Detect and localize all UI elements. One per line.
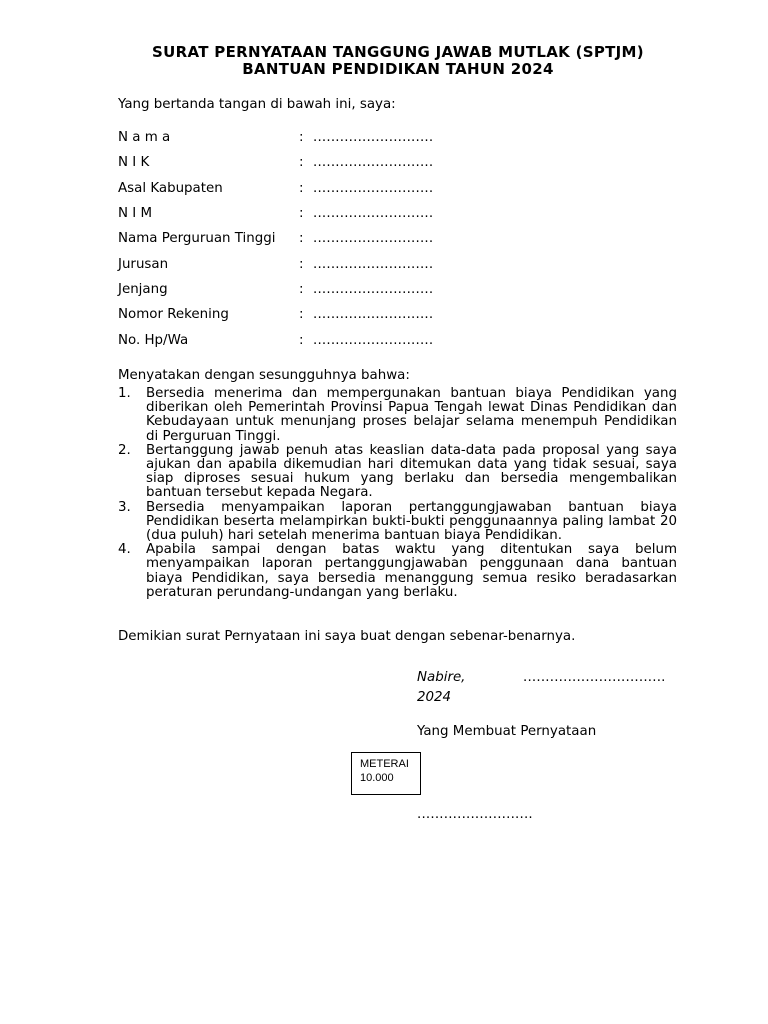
intro-text: Yang bertanda tangan di bawah ini, saya: [118, 97, 396, 112]
field-value-blank: ........................... [313, 307, 434, 322]
field-value-blank: ........................... [313, 257, 434, 272]
field-value-blank: ........................... [313, 231, 434, 246]
field-value-blank: ........................... [313, 155, 434, 170]
field-label: N I M [118, 206, 153, 221]
signature-place: Nabire, [417, 670, 466, 685]
field-label: N a m a [118, 130, 171, 145]
statement-list [118, 387, 677, 600]
statement-text: Bersedia menerima dan mempergunakan bantuan biaya Pendidikan yang diberikan oleh Pemerintah Provinsi Papua Tengah lewat Dinas Pendidikan dan Kebudayaan untuk menunjang proses belajar selama menempuh Pendidikan di Perguruan Tinggi. [146, 386, 677, 444]
field-colon: : [299, 282, 304, 297]
statement-item [118, 543, 677, 600]
meterai-value: 10.000 [360, 772, 394, 784]
signature-name-blank: .......................... [417, 807, 533, 822]
field-value-blank: ........................... [313, 130, 434, 145]
signature-date-blank: ................................ [523, 670, 666, 685]
statement-number: 1. [118, 386, 131, 401]
signature-maker-label: Yang Membuat Pernyataan [417, 724, 597, 739]
field-label: Nomor Rekening [118, 307, 229, 322]
field-label: Asal Kabupaten [118, 181, 223, 196]
field-value-blank: ........................... [313, 282, 434, 297]
statement-item [118, 387, 677, 444]
field-label: Nama Perguruan Tinggi [118, 231, 276, 246]
meterai-label: METERAI [360, 758, 409, 770]
statement-text: Apabila sampai dengan batas waktu yang ditentukan saya belum menyampaikan laporan pertanggungjawaban penggunaan dana bantuan biaya Pendidikan, saya bersedia menanggung semua resiko beradasarkan peraturan perundang-undangan yang berlaku. [146, 542, 677, 600]
field-value-blank: ........................... [313, 206, 434, 221]
closing-text: Demikian surat Pernyataan ini saya buat dengan sebenar-benarnya. [118, 629, 576, 644]
field-colon: : [299, 206, 304, 221]
field-label: No. Hp/Wa [118, 333, 189, 348]
statement-item [118, 501, 677, 544]
signature-year: 2024 [417, 690, 452, 705]
statement-number: 4. [118, 542, 131, 558]
statement-item [118, 444, 677, 501]
declaration-intro: Menyatakan dengan sesungguhnya bahwa: [118, 368, 410, 383]
field-label: Jurusan [118, 257, 169, 272]
statement-text: Bersedia menyampaikan laporan pertanggungjawaban bantuan biaya Pendidikan beserta melampirkan bukti-bukti penggunaannya paling lambat 20 (dua puluh) hari setelah menerima bantuan biaya Pendidikan. [146, 499, 677, 544]
field-label: N I K [118, 155, 150, 170]
field-colon: : [299, 333, 304, 348]
document-title-line-2: BANTUAN PENDIDIKAN TAHUN 2024 [242, 60, 554, 78]
field-colon: : [299, 181, 304, 196]
field-colon: : [299, 257, 304, 272]
statement-number: 3. [118, 499, 131, 515]
statement-text: Bertanggung jawab penuh atas keaslian data-data pada proposal yang saya ajukan dan apabila dikemudian hari ditemukan data yang tidak sesuai, saya siap diproses sesuai hukum yang berlaku dan bersedia mengembalikan bantuan tersebut kepada Negara. [146, 442, 677, 501]
field-colon: : [299, 307, 304, 322]
field-colon: : [299, 155, 304, 170]
statement-number: 2. [118, 442, 131, 458]
document-title-line-1: SURAT PERNYATAAN TANGGUNG JAWAB MUTLAK (SPTJM) [152, 43, 644, 61]
field-value-blank: ........................... [313, 181, 434, 196]
meterai-stamp-box [351, 752, 421, 795]
field-value-blank: ........................... [313, 333, 434, 348]
field-label: Jenjang [118, 282, 168, 297]
field-colon: : [299, 130, 304, 145]
field-colon: : [299, 231, 304, 246]
